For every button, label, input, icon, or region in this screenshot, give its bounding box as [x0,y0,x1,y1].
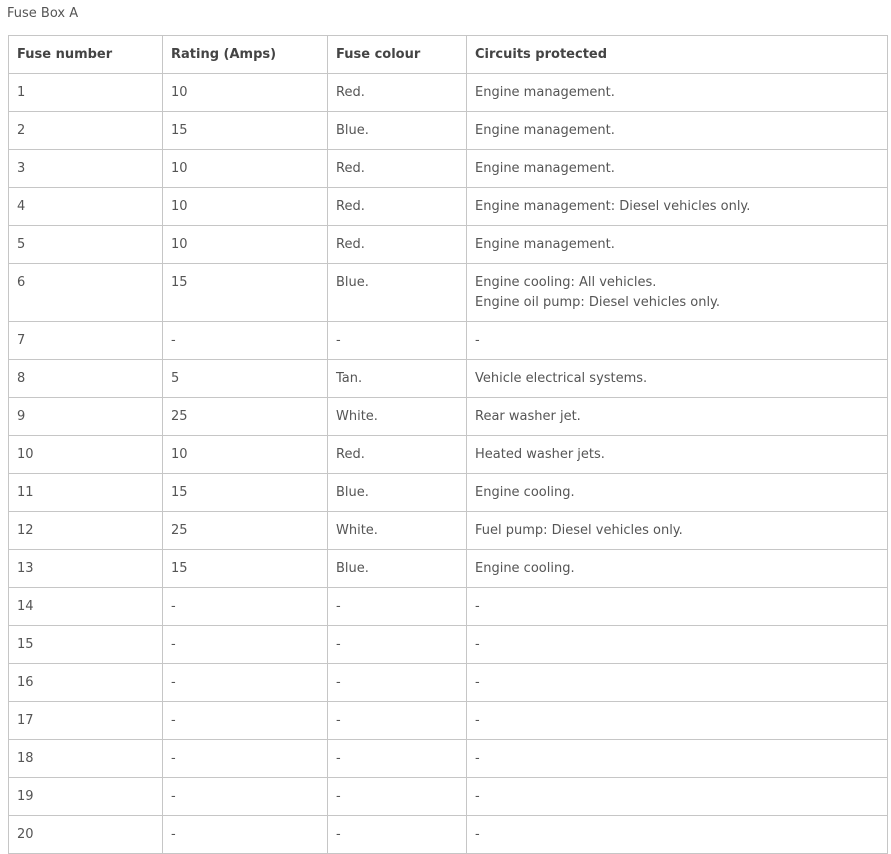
fuse-colour-cell: - [328,702,467,740]
circuit-line: - [475,789,480,804]
fuse-colour-cell: - [328,322,467,360]
table-row [9,778,888,816]
circuits-protected-cell [467,322,888,360]
fuse-number-cell: 8 [9,360,163,398]
circuit-line: Engine cooling. [475,561,575,576]
circuits-protected-cell [467,474,888,512]
table-row [9,740,888,778]
fuse-number-cell: 3 [9,150,163,188]
table-row [9,550,888,588]
fuse-colour-cell: Red. [328,226,467,264]
fuse-number-cell: 19 [9,778,163,816]
table-row [9,112,888,150]
circuits-protected-cell [467,702,888,740]
table-row [9,150,888,188]
table-body [9,74,888,854]
fuse-colour-cell: Blue. [328,112,467,150]
fuse-number-cell: 5 [9,226,163,264]
rating-cell: - [163,626,328,664]
fuse-colour-cell: Red. [328,150,467,188]
rating-cell: 25 [163,512,328,550]
fuse-number-cell: 4 [9,188,163,226]
table-row [9,436,888,474]
fuse-colour-cell: - [328,740,467,778]
circuit-line: Vehicle electrical systems. [475,371,648,386]
circuit-line: Engine management: Diesel vehicles only. [475,199,751,214]
fuse-number-cell: 16 [9,664,163,702]
fuse-number-cell: 2 [9,112,163,150]
fuse-colour-cell: Blue. [328,474,467,512]
fuse-number-cell: 1 [9,74,163,112]
fuse-colour-cell: Red. [328,436,467,474]
circuits-protected-cell [467,188,888,226]
circuits-protected-cell [467,226,888,264]
circuit-line: - [475,713,480,728]
fuse-colour-cell: Blue. [328,264,467,322]
table-row [9,360,888,398]
table-header-row [9,36,888,74]
fuse-number-cell: 12 [9,512,163,550]
table-row [9,226,888,264]
rating-cell: 10 [163,74,328,112]
fuse-number-cell: 7 [9,322,163,360]
fuse-colour-cell: Red. [328,188,467,226]
fuse-table [8,35,888,854]
fuse-number-cell: 9 [9,398,163,436]
rating-cell: 10 [163,436,328,474]
rating-cell: - [163,664,328,702]
table-caption: Fuse Box A [7,6,79,21]
circuits-protected-cell [467,816,888,854]
fuse-number-cell: 11 [9,474,163,512]
circuit-line: Engine management. [475,123,615,138]
table-row [9,398,888,436]
rating-cell: - [163,702,328,740]
circuits-protected-cell [467,74,888,112]
rating-cell: - [163,588,328,626]
circuit-line: Engine cooling. [475,485,575,500]
rating-cell: 10 [163,188,328,226]
circuit-line: - [475,751,480,766]
circuits-protected-cell [467,360,888,398]
circuit-line: - [475,637,480,652]
rating-cell: - [163,322,328,360]
circuits-protected-cell [467,550,888,588]
fuse-number-cell: 13 [9,550,163,588]
rating-cell: 5 [163,360,328,398]
fuse-number-cell: 14 [9,588,163,626]
table-row [9,626,888,664]
rating-cell: 25 [163,398,328,436]
header-fuse-number: Fuse number [9,36,163,74]
fuse-number-cell: 20 [9,816,163,854]
table-row [9,702,888,740]
circuit-line: Rear washer jet. [475,409,581,424]
fuse-colour-cell: White. [328,398,467,436]
rating-cell: 10 [163,150,328,188]
table-row [9,512,888,550]
header-fuse-colour: Fuse colour [328,36,467,74]
circuit-line: - [475,333,480,348]
circuits-protected-cell [467,664,888,702]
circuit-line: Engine management. [475,237,615,252]
header-rating: Rating (Amps) [163,36,328,74]
fuse-colour-cell: White. [328,512,467,550]
rating-cell: 15 [163,550,328,588]
rating-cell: 15 [163,112,328,150]
table-row [9,664,888,702]
circuits-protected-cell [467,112,888,150]
circuits-protected-cell [467,626,888,664]
circuits-protected-cell [467,588,888,626]
table-row [9,322,888,360]
table-row [9,588,888,626]
fuse-number-cell: 6 [9,264,163,322]
table-row [9,474,888,512]
rating-cell: 15 [163,474,328,512]
circuit-line: Engine management. [475,85,615,100]
fuse-colour-cell: - [328,778,467,816]
fuse-number-cell: 15 [9,626,163,664]
rating-cell: 10 [163,226,328,264]
fuse-number-cell: 17 [9,702,163,740]
circuit-line: Engine oil pump: Diesel vehicles only. [475,295,721,310]
fuse-colour-cell: - [328,626,467,664]
fuse-number-cell: 10 [9,436,163,474]
circuits-protected-cell [467,740,888,778]
circuits-protected-cell [467,778,888,816]
circuit-line: - [475,827,480,842]
rating-cell: - [163,816,328,854]
table-row [9,264,888,322]
rating-cell: - [163,740,328,778]
circuit-line: Engine cooling: All vehicles. [475,275,657,290]
rating-cell: 15 [163,264,328,322]
circuits-protected-cell [467,436,888,474]
header-circuits-protected: Circuits protected [467,36,888,74]
table-row [9,816,888,854]
circuits-protected-cell [467,512,888,550]
fuse-number-cell: 18 [9,740,163,778]
fuse-colour-cell: - [328,664,467,702]
table-row [9,74,888,112]
circuit-line: - [475,675,480,690]
circuit-line: Heated washer jets. [475,447,605,462]
fuse-colour-cell: Red. [328,74,467,112]
circuits-protected-cell [467,398,888,436]
circuits-protected-cell [467,150,888,188]
rating-cell: - [163,778,328,816]
table-row [9,188,888,226]
fuse-colour-cell: Tan. [328,360,467,398]
fuse-colour-cell: - [328,588,467,626]
circuits-protected-cell [467,264,888,322]
fuse-colour-cell: Blue. [328,550,467,588]
circuit-line: Fuel pump: Diesel vehicles only. [475,523,683,538]
circuit-line: Engine management. [475,161,615,176]
fuse-colour-cell: - [328,816,467,854]
circuit-line: - [475,599,480,614]
